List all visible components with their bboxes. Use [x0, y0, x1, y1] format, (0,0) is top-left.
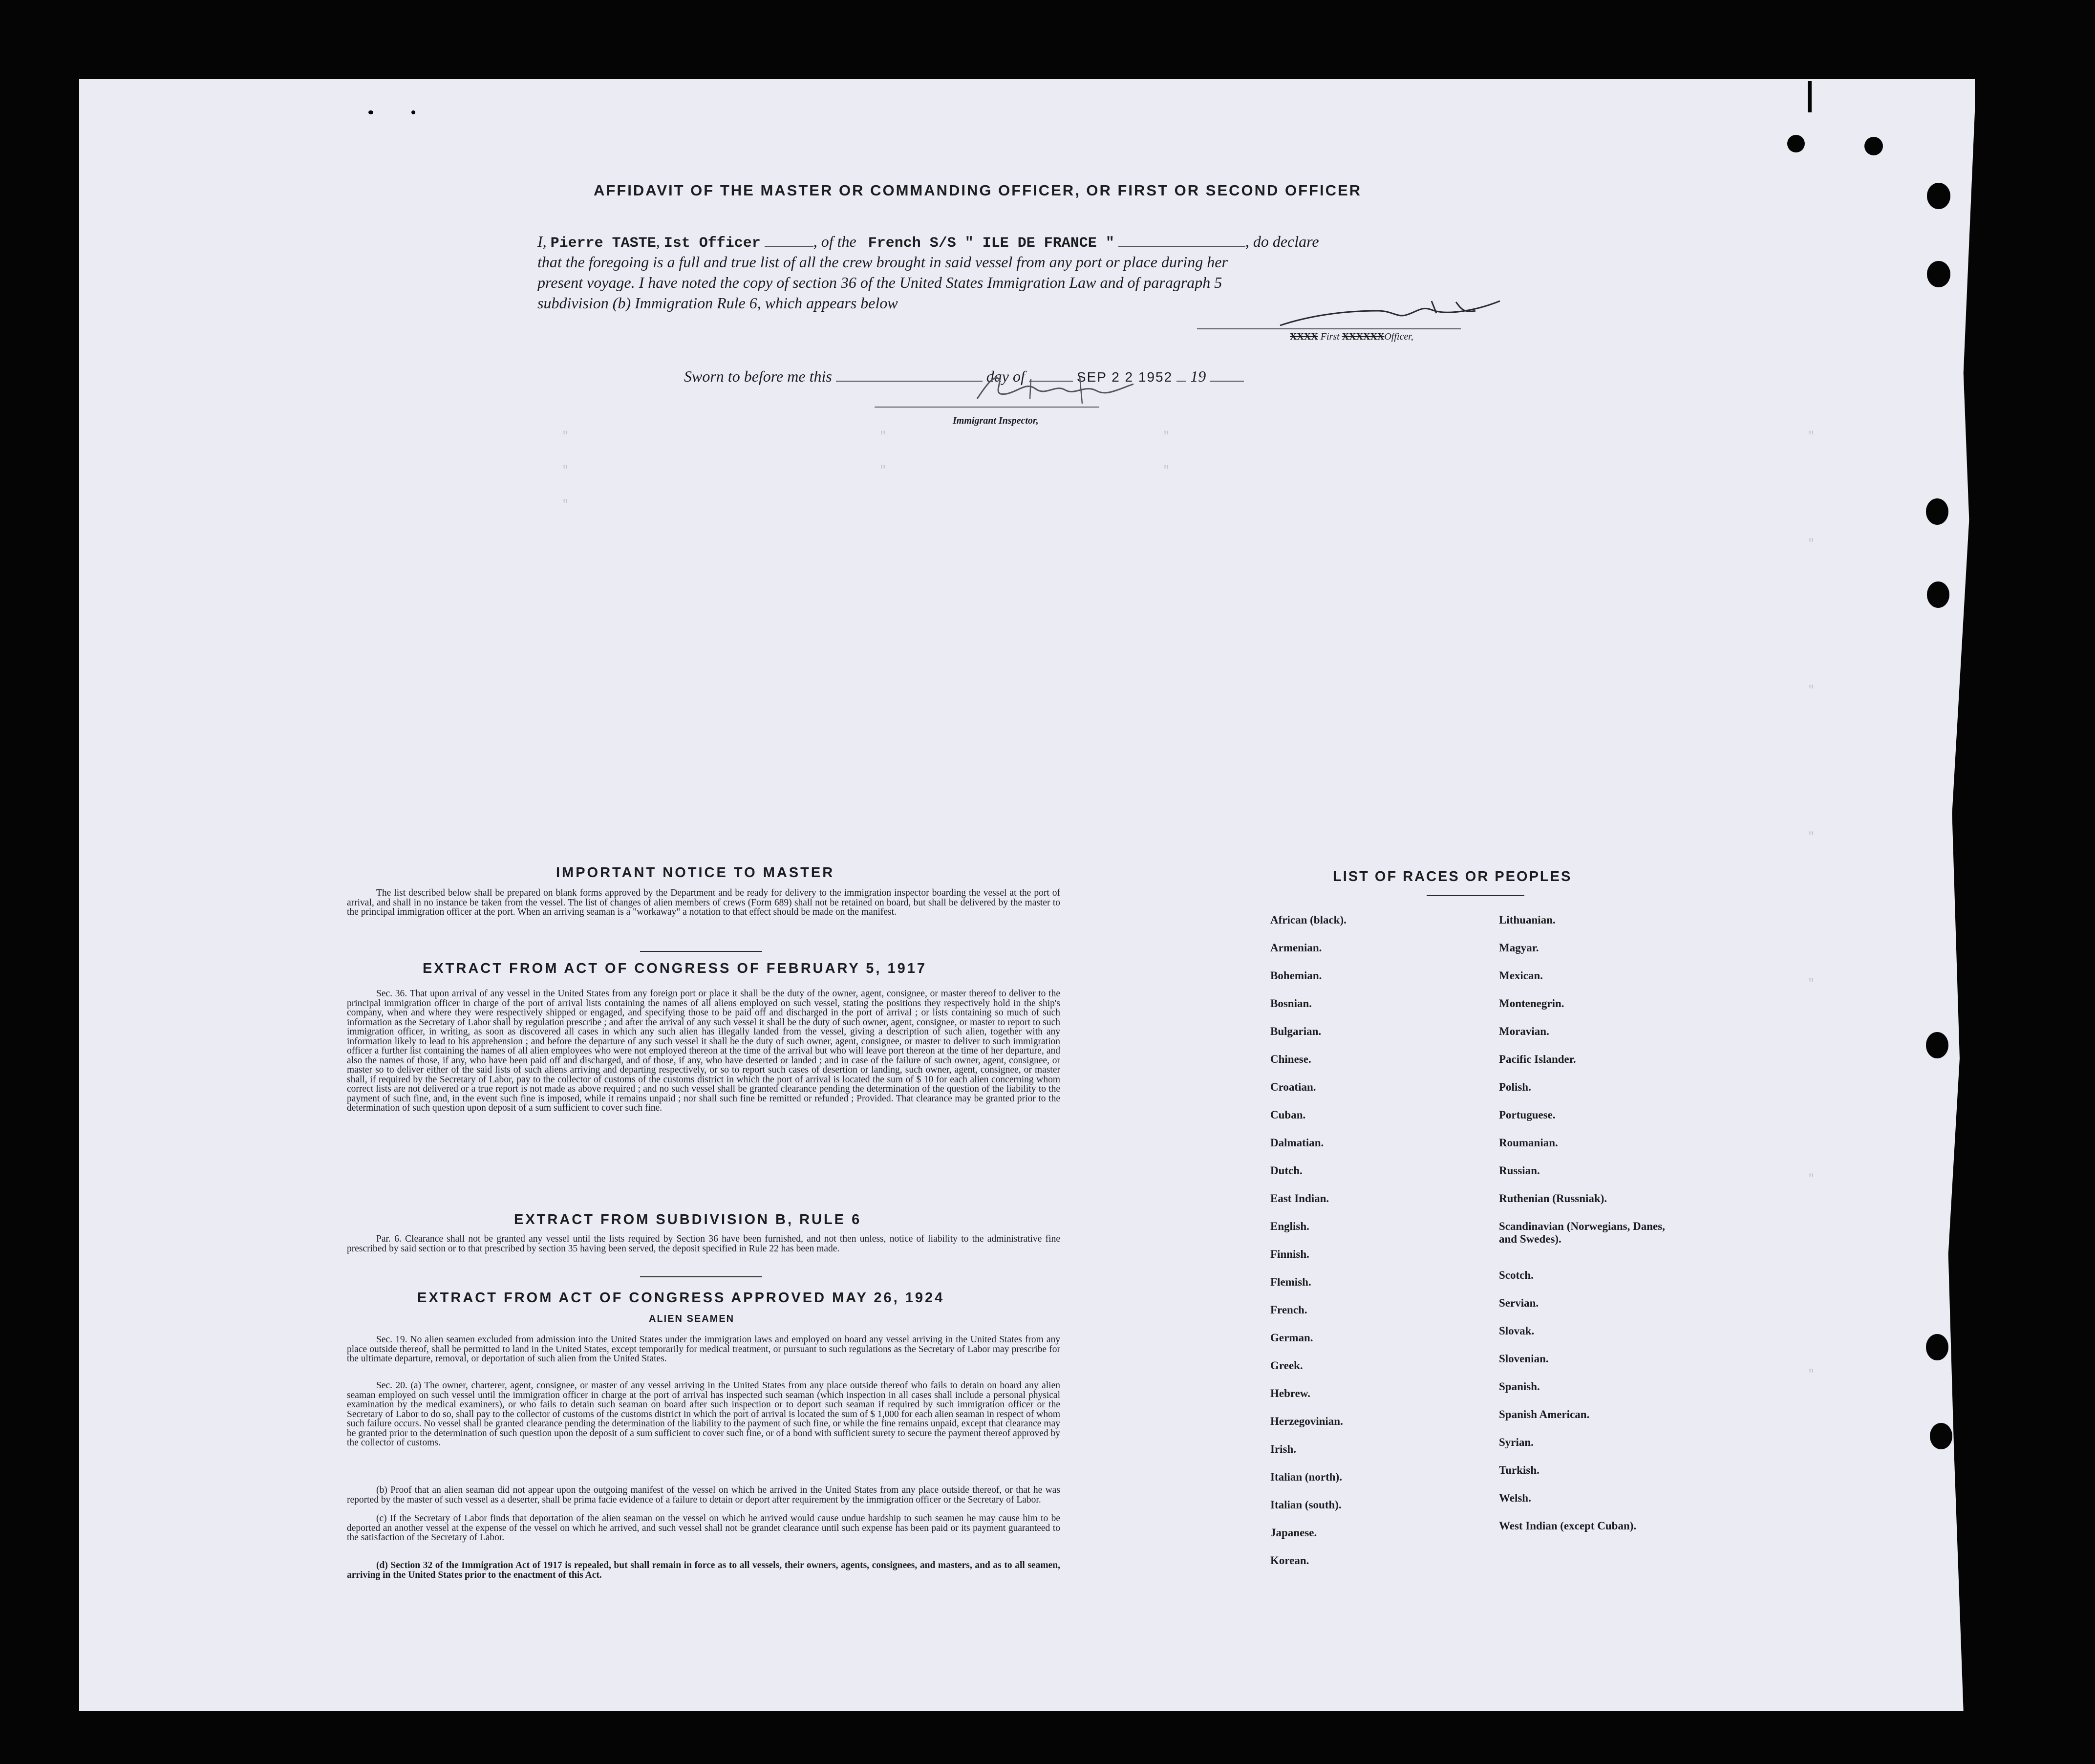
bleed-through-text: "	[1808, 430, 1815, 443]
notice-heading: IMPORTANT NOTICE TO MASTER	[556, 865, 835, 881]
ink-mark	[411, 110, 415, 114]
list-item: Italian (north).	[1270, 1471, 1342, 1483]
first-label: First	[1320, 331, 1340, 342]
sec-20b-text: (b) Proof that an alien seaman did not appear upon the outgoing manifest of the vessel on which he arrived in the United States from any place outside thereof, or that he was reported by the master of such vessel as a deserter, shall be prima facie evidence of a failure to detain or deport after requirement by the immigration officer or the Secretary of Labor.	[347, 1485, 1060, 1505]
list-item: Cuban.	[1270, 1109, 1306, 1121]
notice-text: The list described below shall be prepared on blank forms approved by the Department and be ready for delivery to the immigration inspector boarding the vessel at the port of arrival, and shall in no instance be taken from the vessel. The list of changes of alien members of crews (Form 689) shall not be retained on board, but shall be delivered by the master to the principal immigration officer at the port. When an arriving seaman is a "workaway" a notation to that effect should be made on the manifest.	[347, 888, 1060, 917]
alien-seamen-subheading: ALIEN SEAMEN	[649, 1313, 735, 1324]
comma: ,	[656, 233, 660, 250]
list-item: Italian (south).	[1270, 1499, 1342, 1511]
list-item: Roumanian.	[1499, 1137, 1558, 1149]
races-rule	[1427, 895, 1524, 896]
list-item: Bulgarian.	[1270, 1025, 1322, 1037]
list-item: Spanish American.	[1499, 1408, 1590, 1420]
section-rule	[640, 1276, 762, 1277]
punch-hole	[1926, 498, 1948, 525]
list-item: African (black).	[1270, 914, 1347, 926]
officer-label: Officer,	[1384, 331, 1413, 342]
list-item: Armenian.	[1270, 942, 1322, 954]
list-item: Slovak.	[1499, 1325, 1535, 1337]
i-label: I,	[537, 233, 547, 250]
sec-19-text: Sec. 19. No alien seamen excluded from admission into the United States under the immigration laws and employed on board any vessel arriving in the United States from any place outside thereof, shall be permitted to land in the United States, except temporarily for medical treatment, or pursuant to such regulations as the Secretary of Labor may prescribe for the ultimate departure, removal, or deportation of such alien from the United States.	[347, 1334, 1060, 1364]
list-item: Mexican.	[1499, 969, 1543, 982]
officer-title-line	[1290, 331, 1413, 343]
races-list-left	[1270, 914, 1417, 1582]
signature-line	[1197, 328, 1461, 329]
of-the-label: , of the	[813, 233, 856, 250]
ink-mark	[368, 110, 373, 114]
list-item: Portuguese.	[1499, 1109, 1556, 1121]
bleed-through-text: "	[879, 464, 887, 477]
section-rule	[640, 951, 762, 952]
list-item: Montenegrin.	[1499, 997, 1564, 1010]
struck-text: XXXXXX	[1342, 331, 1385, 342]
bleed-through-text: "	[562, 498, 569, 512]
ink-mark	[1808, 81, 1812, 112]
list-item: Pacific Islander.	[1499, 1053, 1576, 1065]
punch-hole	[1930, 1423, 1952, 1449]
list-item: Lithuanian.	[1499, 914, 1556, 926]
list-item: Servian.	[1499, 1297, 1539, 1309]
punch-hole	[1927, 261, 1950, 287]
rule-6-text: Par. 6. Clearance shall not be granted any vessel until the lists required by Section 36 have been furnished, and not then unless, notice of liability to the administrative fine prescribed by said section or to that prescribed by section 35 having been served, the deposit specified in Rule 22 has been made.	[347, 1234, 1060, 1254]
blank-line	[1210, 381, 1244, 382]
day-of-label: day of	[986, 367, 1025, 385]
list-item: Flemish.	[1270, 1276, 1311, 1288]
bleed-through-text: "	[879, 430, 887, 443]
affidavit-title: AFFIDAVIT OF THE MASTER OR COMMANDING OFFICER, OR FIRST OR SECOND OFFICER	[594, 182, 1362, 199]
list-item: Ruthenian (Russniak).	[1499, 1192, 1607, 1205]
year-label: 19	[1190, 367, 1206, 385]
affidavit-line-3: present voyage. I have noted the copy of section 36 of the United States Immigration Law and of paragraph 5	[537, 274, 1222, 291]
inspector-label: Immigrant Inspector,	[953, 415, 1039, 426]
bleed-through-text: "	[1163, 430, 1170, 443]
sworn-label: Sworn to before me this	[684, 367, 832, 385]
extract-1917-heading: EXTRACT FROM ACT OF CONGRESS OF FEBRUARY 5, 1917	[423, 961, 927, 976]
sworn-line	[684, 367, 1244, 386]
inspector-line	[875, 407, 1099, 408]
bleed-through-text: "	[562, 430, 569, 443]
list-item: Korean.	[1270, 1554, 1309, 1567]
bleed-through-text: "	[1808, 1368, 1815, 1381]
blank-line	[836, 381, 983, 382]
list-item: Scandinavian (Norwegians, Danes, and Swedes).	[1499, 1220, 1665, 1245]
list-item: Moravian.	[1499, 1025, 1549, 1037]
list-item: Herzegovinian.	[1270, 1415, 1343, 1427]
bleed-through-text: "	[1163, 464, 1170, 477]
list-item: Scotch.	[1499, 1269, 1534, 1281]
list-item: Greek.	[1270, 1359, 1303, 1372]
blank-line	[1118, 246, 1245, 247]
list-item: Russian.	[1499, 1164, 1540, 1177]
races-list-right	[1499, 914, 1675, 1559]
list-item: Hebrew.	[1270, 1387, 1310, 1399]
rule-6-heading: EXTRACT FROM SUBDIVISION B, RULE 6	[514, 1212, 862, 1227]
bleed-through-text: "	[1808, 684, 1815, 697]
list-item: Chinese.	[1270, 1053, 1311, 1065]
list-item: West Indian (except Cuban).	[1499, 1520, 1637, 1532]
blank-line	[765, 246, 813, 247]
list-item: Dalmatian.	[1270, 1137, 1324, 1149]
list-item: Irish.	[1270, 1443, 1297, 1455]
list-item: Bohemian.	[1270, 969, 1322, 982]
officer-rank: Ist Officer	[663, 235, 761, 252]
sec-20c-text: (c) If the Secretary of Labor finds that deportation of the alien seaman on the vessel on which he arrived would cause undue hardship to such seamen he may cause him to be deported an another vessel at the expense of the vessel on which he arrived, and such vessel shall not be grandet clearance until such expense has been paid or its payment guaranteed to the satisfaction of the Secretary of Labor.	[347, 1513, 1060, 1543]
punch-hole	[1864, 137, 1883, 155]
punch-hole	[1927, 183, 1950, 209]
officer-name: Pierre TASTE	[550, 235, 656, 252]
list-item: Slovenian.	[1499, 1353, 1549, 1365]
punch-hole	[1926, 1334, 1948, 1360]
list-item: Welsh.	[1499, 1492, 1531, 1504]
list-item: Magyar.	[1499, 942, 1539, 954]
date-stamp: SEP 2 2 1952	[1076, 369, 1173, 385]
sec-20a-text: Sec. 20. (a) The owner, charterer, agent, consignee, or master of any vessel arriving in the United States from any place outside thereof who fails to detain on board any alien seaman employed on such vessel until the immigration officer in charge at the port of arrival has inspected such seaman (which inspection in all cases shall include a personal physical examination by the medical examiners), or who fails to detain such seaman on board after such inspection or to deport such seaman if required by such immigration officer or the Secretary of Labor to do so, shall pay to the collector of customs of the customs district in which the port of arrival is located the sum of $ 1,000 for each alien seaman in respect of whom such failure occurs. No vessel shall be granted clearance pending the determination of the liability to the payment of such fine, or while the fine remains unpaid, except that clearance may be granted prior to the determination of such question upon the deposit of a sum sufficient to cover such fine, or of a bond with sufficient surety to secure the payment thereof approved by the collector of customs.	[347, 1380, 1060, 1448]
list-item: Syrian.	[1499, 1436, 1534, 1448]
inspector-signature	[972, 369, 1138, 409]
list-item: Turkish.	[1499, 1464, 1539, 1476]
bleed-through-text: "	[1808, 538, 1815, 551]
punch-hole	[1787, 135, 1805, 152]
extract-1917-text: Sec. 36. That upon arrival of any vessel in the United States from any foreign port or place it shall be the duty of the owner, agent, consignee, or master thereof to deliver to the principal immigration officer in charge of the port of arrival lists containing the names of all aliens employed on such vessel, stating the positions they respectively hold in the ship's company, when and where they were respectively shipped or engaged, and specifying those to be paid off and discharged in the port of arrival ; or lists containing so much of such information as the Secretary of Labor shall by regulation prescribe ; and after the arrival of any such vessel it shall be the duty of such owner, agent, consignee, or master to report to such immigration officer, in writing, as soon as discovered all cases in which any such alien has illegally landed from the vessel, giving a description of such alien, together with any information likely to lead to his apprehension ; and before the departure of any such vessel it shall be the duty of such owner, agent, consignee, or master to deliver to such immigration officer a further list containing the names of all alien employees who were not employed thereon at the time of the arrival but who will leave port thereon at the time of her departure, and also the names of those, if any, who have been paid off and discharged, and of those, if any, who have deserted or landed ; and in case of the failure of such owner, agent, consignee, or master so to deliver either of the said lists of such aliens arriving and departing respectively, or so to report such cases of desertion or landing, such owner, agent, consignee, or master shall, if required by the Secretary of Labor, pay to the collector of customs of the customs district in which the port of arrival is located the sum of $ 10 for each alien concerning whom correct lists are not delivered or a true report is not made as above required ; and no such vessel shall be granted clearance pending the determination of the question of the liability to the payment of such fine, and, in the event such fine is imposed, while it remains unpaid ; nor shall such fine be remitted or refunded ; Provided. That clearance may be granted prior to the determination of such question upon deposit of a sum sufficient to cover such fine.	[347, 989, 1060, 1113]
punch-hole	[1926, 1032, 1948, 1058]
bleed-through-text: "	[1808, 1173, 1815, 1186]
list-item: Spanish.	[1499, 1380, 1540, 1393]
punch-hole	[1927, 581, 1949, 608]
list-item: Polish.	[1499, 1081, 1531, 1093]
list-item: English.	[1270, 1220, 1309, 1232]
bleed-through-text: "	[1808, 831, 1815, 844]
races-heading: LIST OF RACES OR PEOPLES	[1333, 869, 1572, 884]
list-item: Dutch.	[1270, 1164, 1303, 1177]
bleed-through-text: "	[1808, 977, 1815, 990]
list-item: Japanese.	[1270, 1527, 1317, 1539]
bleed-through-text: "	[562, 464, 569, 477]
affidavit-line-2: that the foregoing is a full and true list of all the crew brought in said vessel from any port or place during her	[537, 253, 1228, 271]
do-declare-label: , do declare	[1245, 233, 1319, 250]
list-item: Finnish.	[1270, 1248, 1309, 1260]
extract-1924-heading: EXTRACT FROM ACT OF CONGRESS APPROVED MAY 26, 1924	[417, 1290, 945, 1306]
list-item: Croatian.	[1270, 1081, 1316, 1093]
affidavit-line-4: subdivision (b) Immigration Rule 6, which appears below	[537, 294, 898, 312]
vessel-name: French S/S " ILE DE FRANCE "	[868, 235, 1114, 252]
struck-text: XXXX	[1290, 331, 1318, 342]
list-item: East Indian.	[1270, 1192, 1329, 1205]
list-item: German.	[1270, 1332, 1313, 1344]
sec-20d-text: (d) Section 32 of the Immigration Act of 1917 is repealed, but shall remain in force as to all vessels, their owners, agents, consignees, and masters, and as to all seamen, arriving in the United States prior to the enactment of this Act.	[347, 1560, 1060, 1580]
affidavit-line-1	[537, 233, 1319, 252]
list-item: Bosnian.	[1270, 997, 1312, 1010]
blank-line	[1176, 381, 1186, 382]
list-item: French.	[1270, 1304, 1307, 1316]
